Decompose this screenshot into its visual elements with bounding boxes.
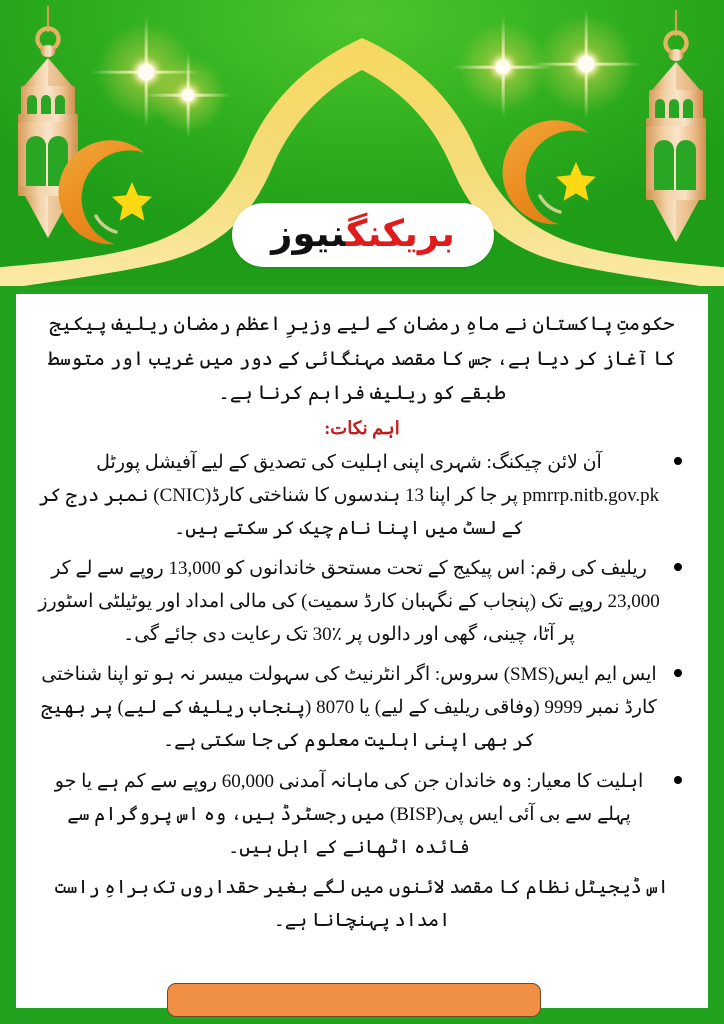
urdu-token: ایس ایم ایس(	[548, 664, 657, 686]
urdu-token: آن لائن چیکنگ: شہری اپنی اہلیت کی تصدیق کے لیے آفیشل پورٹل	[96, 452, 602, 474]
urdu-token: ) سروس: اگر انٹرنیٹ کی سہولت میسر نہ ہو تو اپنا شناختی کارڈ نمبر	[41, 664, 657, 719]
urdu-token: تک رعایت دی جائے گی۔	[123, 624, 313, 646]
urdu-token: روپے سے کم ہے یا جو پہلے سے بی آئی ایس پی(	[54, 770, 631, 825]
urdu-token: روپے سے لے کر	[51, 558, 169, 580]
badge-word-news: نیوز	[271, 211, 346, 255]
latin-token: 30٪	[312, 624, 342, 646]
breaking-news-badge	[232, 203, 494, 267]
urdu-token: ) نمبر درج کر کے لسٹ میں اپنا نام چیک کر سکتے ہیں۔	[38, 485, 524, 540]
latin-token: CNIC	[159, 485, 206, 507]
latin-token: 23,000	[607, 591, 660, 613]
urdu-token: ہندسوں کا شناختی کارڈ(	[205, 485, 405, 507]
latin-token: 8070	[316, 697, 355, 719]
urdu-token: اہلیت کا معیار: وہ خاندان جن کی ماہانہ آمدنی	[273, 770, 644, 792]
lantern-icon	[646, 10, 706, 242]
urdu-token: ریلیف کی رقم: اس پیکیج کے تحت مستحق خاندانوں کو	[220, 558, 647, 580]
cta-button[interactable]	[167, 983, 541, 1017]
latin-token: 9999	[544, 697, 583, 719]
latin-token: 13,000	[168, 558, 221, 580]
urdu-token: ) میں رجسٹرڈ ہیں، وہ اس پروگرام سے فائدہ اٹھانے کے اہل ہیں۔	[67, 803, 470, 858]
urdu-token: (پنجاب ریلیف کے لیے) پر بھیج کر بھی اپنی اہلیت معلوم کی جا سکتی ہے۔	[41, 697, 535, 752]
list-item	[38, 765, 686, 864]
closing-paragraph: اس ڈیجیٹل نظام کا مقصد لائنوں میں لگے بغیر حقداروں تک براہِ راست امداد پہنچانا ہے۔	[55, 876, 669, 931]
latin-token: SMS	[510, 664, 549, 686]
list-item	[38, 658, 686, 757]
latin-token: 13	[404, 485, 424, 507]
list-item	[38, 446, 686, 545]
badge-word-breaking: بریکنگ	[345, 211, 455, 255]
star-icon	[556, 162, 596, 201]
latin-token: 60,000	[221, 770, 274, 792]
intro-paragraph: حکومتِ پاکستان نے ماہِ رمضان کے لیے وزیرِ اعظم رمضان ریلیف پیکیج کا آغاز کر دیا ہے، جس کا مقصد مہنگائی کے دور میں غریب اور متوسط طبقے کو ریلیف فراہم کرنا ہے۔	[47, 314, 677, 405]
header-banner	[0, 0, 724, 286]
section-heading-key-points: اہم نکات:	[324, 418, 400, 439]
content-panel	[16, 294, 708, 1008]
urdu-token: پر جا کر اپنا	[423, 485, 523, 507]
latin-token: pmrrp.nitb.gov.pk	[522, 485, 660, 507]
urdu-token: روپے تک (پنجاب کے نگہبان کارڈ سمیت) کی مالی امداد اور یوٹیلٹی اسٹورز پر آٹا، چینی، گھی اور دالوں پر	[38, 591, 608, 646]
latin-token: BISP	[396, 803, 437, 825]
key-points-list	[38, 446, 686, 864]
star-icon	[112, 182, 152, 221]
urdu-token: (وفاقی ریلیف کے لیے) یا	[354, 697, 545, 719]
list-item	[38, 552, 686, 651]
